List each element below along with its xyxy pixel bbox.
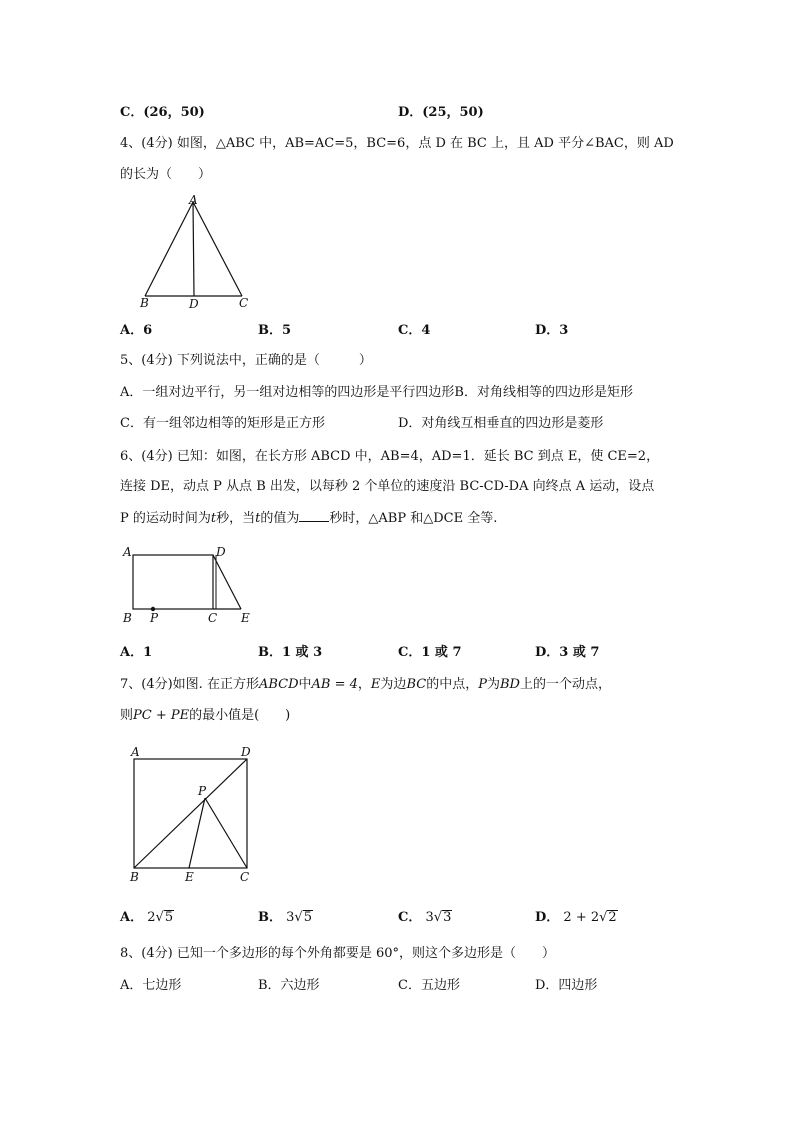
q7-option-c [398, 909, 452, 927]
q7-text-c: ， [357, 677, 371, 692]
q7-option-a [120, 909, 174, 927]
q6-label-p: P [150, 611, 159, 625]
q7-label-c: C [240, 870, 250, 884]
q7-text-b: 中 [298, 677, 312, 692]
q7-text-f: 为 [486, 677, 500, 692]
q7-math-ab: AB = 4 [311, 677, 358, 692]
q7-text-a: 7、(4分)如图. 在正方形 [120, 677, 259, 692]
q6-label-c: C [208, 611, 218, 625]
q5-option-a-text: A．一组对边平行，另一组对边相等的四边形是平行四边形 [120, 385, 455, 400]
q7-math-bd: BD [499, 677, 520, 692]
q8-option-d: D．四边形 [535, 978, 598, 993]
q5-option-d: D．对角线互相垂直的四边形是菱形 [398, 416, 604, 431]
q4-option-d: D．3 [535, 323, 569, 338]
q4-option-c: C．4 [398, 323, 431, 338]
q6-option-c: C．1 或 7 [398, 645, 462, 660]
q4-segment-ad [193, 202, 194, 296]
q7-option-b-rad: 5 [303, 910, 312, 925]
q4-label-b: B [140, 296, 149, 310]
q8-stem: 8、(4分) 已知一个多边形的每个外角都要是 60°，则这个多边形是（ ） [120, 946, 555, 961]
q6-label-d: D [216, 545, 226, 559]
q7-diagonal-bd [134, 759, 247, 868]
q7-option-b-label: B． [258, 910, 282, 925]
q7-math-abcd: ABCD [258, 677, 299, 692]
q6-stem-line3 [120, 509, 497, 528]
q6-stem-line3-c: 的值为 [260, 511, 300, 526]
q6-stem-line3-d: 秒时，△ABP 和△DCE 全等. [329, 511, 498, 526]
q6-option-d: D．3 或 7 [535, 645, 600, 660]
q6-segment-de [213, 555, 241, 609]
sqrt-icon: √ [433, 910, 443, 925]
q7-option-c-rad: 3 [443, 910, 452, 925]
q7-text-e: 的中点， [426, 677, 479, 692]
q6-answer-blank [299, 509, 329, 522]
q6-label-b: B [123, 611, 132, 625]
q7-label-e: E [185, 870, 194, 884]
q6-var-t2: t [255, 511, 261, 526]
q3-option-c: C．(26，50) [120, 105, 205, 120]
q7-square-figure [125, 742, 260, 884]
q7-stem-line1 [120, 676, 611, 694]
q7-label-d: D [241, 745, 251, 759]
q7-math-e: E [370, 677, 381, 692]
q7-option-d-rad: 2 [608, 910, 617, 925]
q8-option-c: C．五边形 [398, 978, 460, 993]
q6-option-b: B．1 或 3 [258, 645, 323, 660]
q7-option-a-rad: 5 [164, 910, 174, 925]
q6-stem-line3-a: P 的运动时间为 [120, 511, 211, 526]
q7-label-a: A [131, 745, 140, 759]
q4-label-d: D [189, 297, 199, 311]
q7-math-p: P [478, 677, 487, 692]
q4-triangle-figure [135, 192, 255, 312]
q7-option-a-coef: 2 [147, 910, 156, 925]
q6-rectangle-figure [118, 543, 268, 628]
q5-option-a [120, 384, 633, 402]
q7-math-pcpe: PC + PE [133, 708, 190, 723]
q6-label-a: A [123, 545, 132, 559]
q7-option-a-label: A． [120, 910, 144, 925]
q7-option-d [535, 909, 618, 927]
q4-segment-ab [145, 202, 193, 296]
q4-segment-ac [193, 202, 242, 296]
q7-option-d-pre: 2 + 2 [563, 910, 600, 925]
q7-option-d-label: D． [535, 910, 560, 925]
q4-option-a: A．6 [120, 323, 153, 338]
q7-label-b: B [130, 870, 139, 884]
q8-option-a: A．七边形 [120, 978, 182, 993]
q4-label-a: A [189, 193, 198, 207]
q7-option-c-label: C． [398, 910, 422, 925]
q7-option-b [258, 909, 313, 927]
q6-stem-line3-b: 秒，当 [216, 511, 256, 526]
q7-text-d: 为边 [380, 677, 407, 692]
q3-option-d: D．(25，50) [398, 105, 484, 120]
q7-text-h: 则 [120, 708, 134, 723]
q5-option-c: C．有一组邻边相等的矩形是正方形 [120, 416, 325, 431]
q7-option-c-coef: 3 [425, 910, 434, 925]
q7-text-g: 上的一个动点， [519, 677, 611, 692]
q6-stem-line2: 连接 DE，动点 P 从点 B 出发，以每秒 2 个单位的速度沿 BC-CD-DA 向终点 A 运动，设点 [120, 479, 655, 494]
q6-stem-line1: 6、(4分) 已知：如图，在长方形 ABCD 中，AB=4，AD=1．延长 BC 到点 E，使 CE=2， [120, 449, 660, 464]
q6-var-t: t [210, 511, 217, 526]
q4-option-b: B．5 [258, 323, 292, 338]
sqrt-icon: √ [294, 910, 303, 925]
sqrt-icon: √ [155, 910, 164, 925]
q7-label-p: P [198, 784, 207, 798]
q6-rect-abcd [133, 555, 213, 609]
q7-text-i: 的最小值是( ) [189, 708, 291, 723]
q7-math-bc: BC [406, 677, 427, 692]
q4-stem-line1: 4、(4分) 如图，△ABC 中，AB=AC=5，BC=6，点 D 在 BC 上，且 AD 平分∠BAC，则 AD [120, 136, 674, 151]
q6-option-a: A．1 [120, 645, 153, 660]
q5-option-b-text: B．对角线相等的四边形是矩形 [454, 385, 633, 400]
q4-label-c: C [239, 296, 249, 310]
q7-option-b-coef: 3 [286, 910, 295, 925]
q8-option-b: B．六边形 [258, 978, 320, 993]
q7-segment-pc [205, 798, 247, 868]
q7-segment-pe [189, 798, 205, 868]
q6-label-e: E [241, 611, 250, 625]
q4-stem-line2: 的长为（ ） [120, 167, 212, 182]
q7-stem-line2 [120, 707, 290, 725]
sqrt-icon: √ [599, 910, 608, 925]
q5-stem: 5、(4分) 下列说法中，正确的是（ ） [120, 353, 372, 368]
